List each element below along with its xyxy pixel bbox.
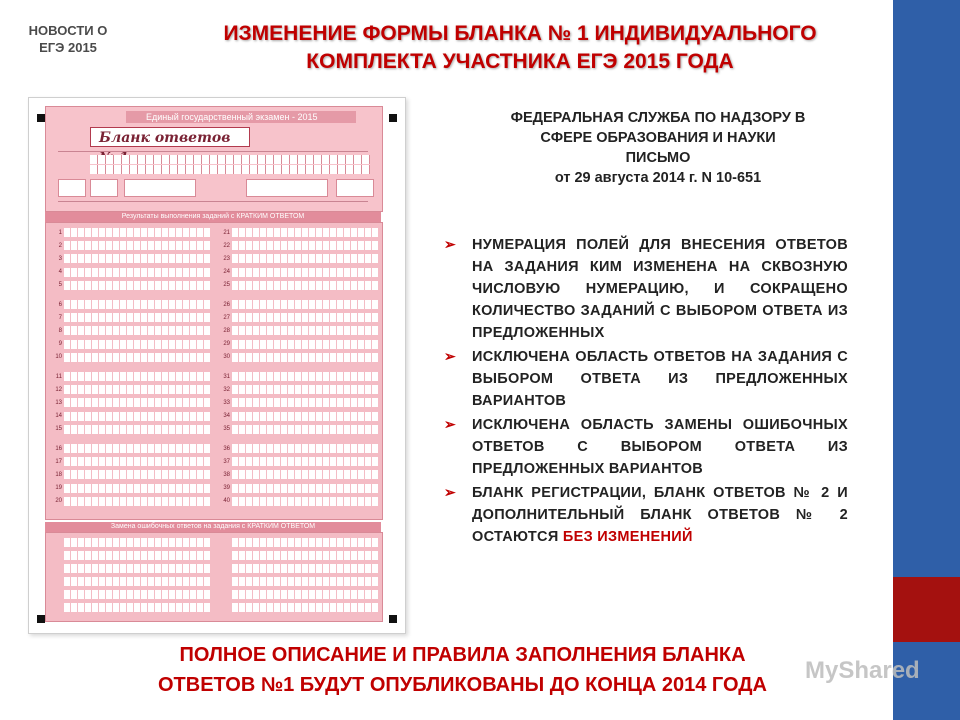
answer-row — [218, 352, 378, 363]
arrow-right-icon: ➢ — [444, 484, 456, 500]
answer-row — [218, 602, 378, 613]
form-field-box — [124, 179, 196, 197]
answer-number: 30 — [223, 354, 230, 361]
answer-cells — [64, 372, 210, 381]
answer-cells — [64, 457, 210, 466]
answer-row — [50, 227, 210, 238]
answer-number: 3 — [58, 255, 62, 262]
blank-label: Бланк ответов — [90, 127, 250, 147]
list-item — [444, 482, 848, 548]
answer-row — [218, 384, 378, 395]
answer-number: 5 — [58, 282, 62, 289]
answer-row — [50, 483, 210, 494]
answer-number: 36 — [223, 445, 230, 452]
answer-number: 16 — [55, 445, 62, 452]
answer-cells — [64, 484, 210, 493]
answer-cells — [232, 398, 378, 407]
answer-row — [50, 352, 210, 363]
answer-row — [218, 253, 378, 264]
answer-cells — [64, 470, 210, 479]
answer-cells — [232, 340, 378, 349]
answer-row — [50, 299, 210, 310]
form-field-box — [90, 179, 118, 197]
answer-number: 34 — [223, 413, 230, 420]
form-letter-cells — [90, 155, 370, 164]
answer-cells — [232, 385, 378, 394]
answer-cells — [64, 340, 210, 349]
footer-line-1: ПОЛНОЕ ОПИСАНИЕ И ПРАВИЛА ЗАПОЛНЕНИЯ БЛАНКА — [179, 644, 746, 666]
form-letter-cells — [90, 165, 370, 174]
answer-number: 37 — [223, 458, 230, 465]
answer-cells — [232, 268, 378, 277]
answer-number: 2 — [58, 242, 62, 249]
answer-row — [218, 563, 378, 574]
answer-row — [218, 339, 378, 350]
answer-cells — [64, 412, 210, 421]
bullet-text: ИСКЛЮЧЕНА ОБЛАСТЬ ОТВЕТОВ НА ЗАДАНИЯ С ВЫБОРОМ ОТВЕТА ИЗ ПРЕДЛОЖЕННЫХ ВАРИАНТОВ — [472, 349, 848, 409]
answer-number: 29 — [223, 341, 230, 348]
answer-cells — [232, 577, 378, 586]
answer-row — [50, 469, 210, 480]
answer-number: 10 — [55, 354, 62, 361]
form-field-box — [58, 179, 86, 197]
answer-number: 4 — [58, 269, 62, 276]
answer-number: 22 — [223, 242, 230, 249]
answer-number: 15 — [55, 426, 62, 433]
title-line-1: ИЗМЕНЕНИЕ ФОРМЫ БЛАНКА № 1 ИНДИВИДУАЛЬНОГО — [223, 22, 817, 45]
answer-row — [218, 469, 378, 480]
answer-cells — [232, 590, 378, 599]
answer-number: 25 — [223, 282, 230, 289]
answer-cells — [64, 577, 210, 586]
answer-number: 12 — [55, 386, 62, 393]
agency-line-3: ПИСЬМО — [625, 150, 691, 166]
answer-row — [218, 325, 378, 336]
bullet-text-wrap — [472, 482, 848, 548]
answer-cells — [64, 425, 210, 434]
answer-number: 24 — [223, 269, 230, 276]
answer-row — [218, 371, 378, 382]
list-item — [444, 234, 848, 344]
answer-row — [50, 253, 210, 264]
answer-number: 9 — [58, 341, 62, 348]
answer-row — [218, 227, 378, 238]
answer-cells — [64, 564, 210, 573]
answer-row — [218, 537, 378, 548]
answer-row — [50, 411, 210, 422]
answer-cells — [232, 470, 378, 479]
answer-cells — [232, 313, 378, 322]
answer-number: 6 — [58, 301, 62, 308]
answer-row — [218, 299, 378, 310]
answer-cells — [232, 372, 378, 381]
answer-row — [50, 496, 210, 507]
answer-row — [50, 325, 210, 336]
answer-cells — [64, 313, 210, 322]
answer-cells — [232, 300, 378, 309]
answer-cells — [64, 444, 210, 453]
agency-line-1: ФЕДЕРАЛЬНАЯ СЛУЖБА ПО НАДЗОРУ В — [510, 110, 806, 126]
answer-number: 40 — [223, 498, 230, 505]
answer-form-image — [28, 97, 406, 634]
answer-cells — [64, 538, 210, 547]
answer-cells — [232, 564, 378, 573]
answer-number: 7 — [58, 314, 62, 321]
list-item — [444, 346, 848, 412]
answer-row — [218, 397, 378, 408]
answer-cells — [232, 603, 378, 612]
answer-cells — [232, 412, 378, 421]
answer-row — [218, 280, 378, 291]
bullet-text: НУМЕРАЦИЯ ПОЛЕЙ ДЛЯ ВНЕСЕНИЯ ОТВЕТОВ НА ЗАДАНИЯ КИМ ИЗМЕНЕНА НА СКВОЗНУЮ ЧИСЛОВУЮ НУМЕРАЦИЮ, И СОКРАЩЕНО КОЛИЧЕСТВО ЗАДАНИЙ С ВЫБОРОМ ОТВЕТА ИЗ ПРЕДЛОЖЕННЫХ — [472, 237, 848, 341]
answer-number: 28 — [223, 327, 230, 334]
brand-line-2: ЕГЭ 2015 — [39, 40, 97, 55]
answer-number: 32 — [223, 386, 230, 393]
answer-number: 11 — [55, 373, 62, 380]
answer-cells — [64, 326, 210, 335]
answer-row — [50, 602, 210, 613]
replacement-column-right — [218, 537, 378, 617]
answer-row — [218, 240, 378, 251]
decorative-band-blue — [893, 0, 960, 577]
arrow-right-icon: ➢ — [444, 416, 456, 432]
answer-number: 21 — [223, 229, 230, 236]
slide-title — [150, 20, 890, 76]
brand-logo — [18, 22, 118, 56]
answer-cells — [64, 551, 210, 560]
answer-row — [50, 280, 210, 291]
replacement-column-left — [50, 537, 210, 617]
footer-note — [40, 640, 885, 700]
exam-label: Единый государственный экзамен - 2015 — [126, 111, 356, 123]
answer-cells — [232, 326, 378, 335]
answer-cells — [232, 425, 378, 434]
answer-row — [50, 384, 210, 395]
answer-cells — [64, 497, 210, 506]
form-corner-mark — [389, 114, 397, 122]
answer-row — [218, 496, 378, 507]
form-field-box — [246, 179, 328, 197]
answer-cells — [232, 353, 378, 362]
answer-row — [50, 576, 210, 587]
answers-grid — [45, 222, 383, 520]
bullet-text: БЛАНК РЕГИСТРАЦИИ, БЛАНК ОТВЕТОВ № 2 И ДОПОЛНИТЕЛЬНЫЙ БЛАНК ОТВЕТОВ № 2 ОСТАЮТСЯ — [472, 485, 848, 545]
answer-number: 38 — [223, 471, 230, 478]
answer-number: 8 — [58, 327, 62, 334]
answer-row — [218, 411, 378, 422]
answer-row — [50, 443, 210, 454]
answer-number: 27 — [223, 314, 230, 321]
answer-row — [218, 550, 378, 561]
answer-row — [50, 589, 210, 600]
answer-cells — [64, 353, 210, 362]
answer-cells — [64, 590, 210, 599]
short-answers-bar: Результаты выполнения заданий с КРАТКИМ ОТВЕТОМ — [45, 212, 381, 222]
answer-cells — [64, 300, 210, 309]
answer-row — [218, 456, 378, 467]
arrow-right-icon: ➢ — [444, 348, 456, 364]
answer-row — [50, 339, 210, 350]
answer-row — [50, 537, 210, 548]
title-line-2: КОМПЛЕКТА УЧАСТНИКА ЕГЭ 2015 ГОДА — [306, 50, 734, 73]
answer-row — [50, 424, 210, 435]
answers-column-left — [50, 227, 210, 515]
arrow-right-icon: ➢ — [444, 236, 456, 252]
answer-cells — [64, 228, 210, 237]
answer-row — [218, 576, 378, 587]
answer-cells — [232, 538, 378, 547]
decorative-band-red — [893, 577, 960, 642]
answer-number: 19 — [55, 485, 62, 492]
answer-row — [50, 371, 210, 382]
form-corner-mark — [389, 615, 397, 623]
answer-cells — [232, 444, 378, 453]
form-header — [45, 106, 383, 212]
answer-cells — [232, 228, 378, 237]
answer-row — [218, 424, 378, 435]
footer-line-2: ОТВЕТОВ №1 БУДУТ ОПУБЛИКОВАНЫ ДО КОНЦА 2014 ГОДА — [158, 674, 767, 696]
answer-cells — [232, 254, 378, 263]
answer-cells — [64, 254, 210, 263]
answer-number: 17 — [55, 458, 62, 465]
answer-cells — [64, 398, 210, 407]
answer-number: 18 — [55, 471, 62, 478]
answer-cells — [232, 457, 378, 466]
answer-cells — [232, 241, 378, 250]
answer-row — [218, 267, 378, 278]
changes-list — [444, 234, 848, 550]
form-field-box — [336, 179, 374, 197]
answer-cells — [232, 497, 378, 506]
answer-row — [50, 397, 210, 408]
list-item — [444, 414, 848, 480]
answer-cells — [232, 281, 378, 290]
answer-cells — [64, 268, 210, 277]
answer-cells — [232, 484, 378, 493]
answer-row — [50, 240, 210, 251]
answer-row — [50, 563, 210, 574]
answer-number: 23 — [223, 255, 230, 262]
answer-cells — [232, 551, 378, 560]
answer-number: 31 — [223, 373, 230, 380]
answer-number: 14 — [55, 413, 62, 420]
answer-row — [50, 550, 210, 561]
answers-column-right — [218, 227, 378, 515]
answer-row — [218, 312, 378, 323]
brand-line-1: НОВОСТИ О — [28, 23, 108, 38]
answer-cells — [64, 241, 210, 250]
answer-row — [50, 312, 210, 323]
answer-number: 26 — [223, 301, 230, 308]
bullet-highlight: БЕЗ ИЗМЕНЕНИЙ — [562, 529, 693, 545]
answer-row — [218, 589, 378, 600]
answer-number: 13 — [55, 399, 62, 406]
form-corner-mark — [37, 615, 45, 623]
answer-number: 20 — [55, 498, 62, 505]
answer-cells — [64, 603, 210, 612]
answer-number: 39 — [223, 485, 230, 492]
agency-line-2: СФЕРЕ ОБРАЗОВАНИЯ И НАУКИ — [540, 130, 776, 146]
form-rule — [58, 201, 368, 202]
answer-cells — [64, 281, 210, 290]
letter-date: от 29 августа 2014 г. N 10-651 — [554, 170, 762, 186]
answer-cells — [64, 385, 210, 394]
watermark: MyShared — [805, 657, 920, 684]
answer-number: 35 — [223, 426, 230, 433]
agency-block — [458, 108, 858, 188]
answer-row — [50, 456, 210, 467]
bullet-text: ИСКЛЮЧЕНА ОБЛАСТЬ ЗАМЕНЫ ОШИБОЧНЫХ ОТВЕТОВ С ВЫБОРОМ ОТВЕТА ИЗ ПРЕДЛОЖЕННЫХ ВАРИАНТОВ — [472, 417, 848, 477]
answer-row — [50, 267, 210, 278]
answer-row — [218, 443, 378, 454]
replacement-bar: Замена ошибочных ответов на задания с КРАТКИМ ОТВЕТОМ — [45, 522, 381, 532]
replacement-grid — [45, 532, 383, 622]
answer-row — [218, 483, 378, 494]
answer-number: 1 — [58, 229, 62, 236]
form-rule — [58, 151, 368, 152]
answer-number: 33 — [223, 399, 230, 406]
form-corner-mark — [37, 114, 45, 122]
